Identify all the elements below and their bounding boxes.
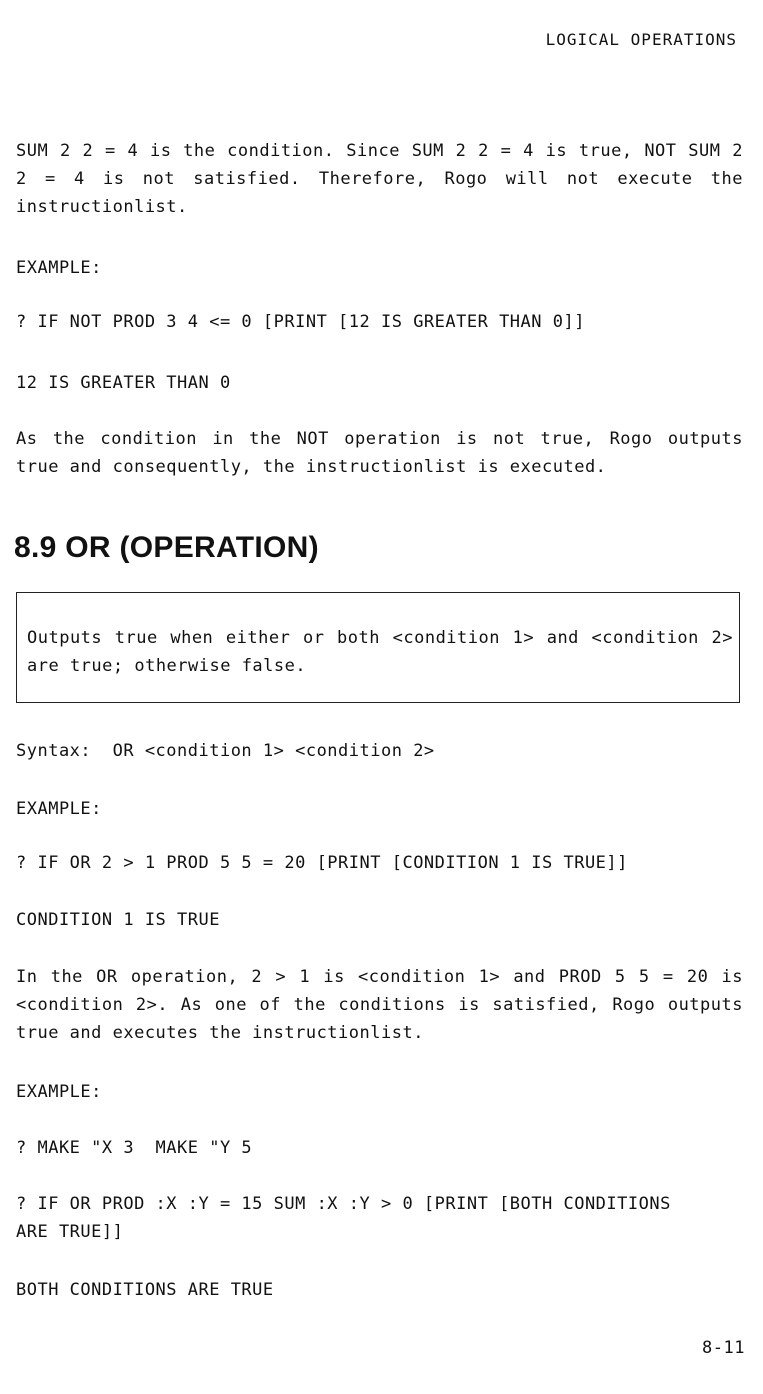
not-explanation-paragraph: As the condition in the NOT operation is not true, Rogo outputs true and consequently, the instructionlist is executed. (16, 429, 743, 477)
code-command: ? IF NOT PROD 3 4 <= 0 [PRINT [12 IS GREATER THAN 0]] (16, 312, 585, 332)
code-command: ? IF OR PROD :X :Y = 15 SUM :X :Y > 0 [PRINT [BOTH CONDITIONS (16, 1194, 671, 1214)
not-intro-paragraph: SUM 2 2 = 4 is the condition. Since SUM 2 2 = 4 is true, NOT SUM 2 2 = 4 is not satisfied. Therefore, Rogo will not execute the instructionlist. (16, 141, 743, 217)
example-label: EXAMPLE: (16, 799, 102, 819)
page-number: 8-11 (702, 1338, 745, 1358)
example-label: EXAMPLE: (16, 258, 102, 278)
example-label: EXAMPLE: (16, 1082, 102, 1102)
running-header: LOGICAL OPERATIONS (545, 30, 737, 49)
code-command: ? MAKE "X 3 MAKE "Y 5 (16, 1138, 253, 1158)
definition-box (16, 592, 740, 703)
code-output: CONDITION 1 IS TRUE (16, 910, 220, 930)
code-output: BOTH CONDITIONS ARE TRUE (16, 1280, 274, 1300)
code-command: ? IF OR 2 > 1 PROD 5 5 = 20 [PRINT [CONDITION 1 IS TRUE]] (16, 853, 628, 873)
code-output: 12 IS GREATER THAN 0 (16, 373, 231, 393)
definition-text: Outputs true when either or both <condition 1> and <condition 2> are true; otherwise false. (27, 628, 733, 676)
or-explanation-paragraph: In the OR operation, 2 > 1 is <condition 1> and PROD 5 5 = 20 is <condition 2>. As one of the conditions is satisfied, Rogo outputs true and executes the instructionlist. (16, 967, 743, 1043)
syntax-line: Syntax: OR <condition 1> <condition 2> (16, 741, 435, 761)
code-command-continuation: ARE TRUE]] (16, 1222, 124, 1242)
section-heading: 8.9 OR (OPERATION) (14, 531, 319, 564)
